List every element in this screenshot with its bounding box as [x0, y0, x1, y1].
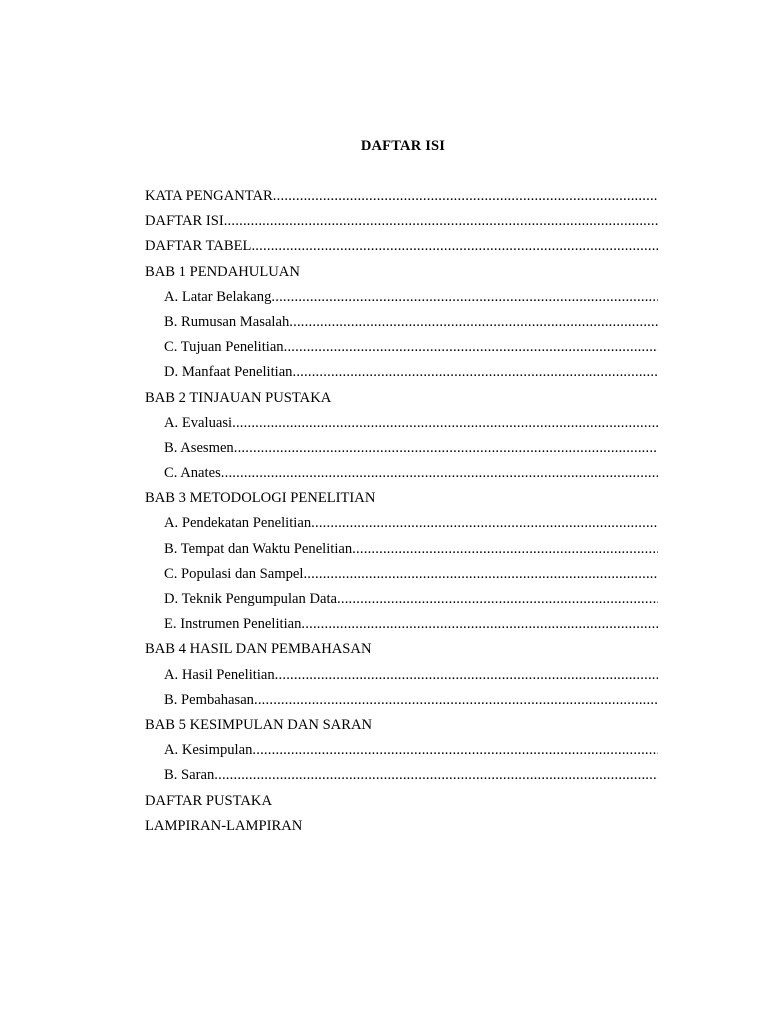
toc-entry [145, 713, 658, 738]
dot-leader [251, 234, 658, 259]
dot-leader [301, 612, 658, 637]
toc-entry-label: B. Tempat dan Waktu Penelitian [164, 540, 353, 557]
toc-entry-label: DAFTAR ISI [145, 213, 224, 230]
dot-leader [352, 537, 658, 562]
toc-entry-label: DAFTAR TABEL [145, 238, 252, 255]
toc-entry-label: A. Evaluasi [164, 414, 233, 431]
toc-entry-label: C. Tujuan Penelitian [164, 339, 284, 356]
toc-subentry [145, 587, 658, 612]
dot-leader [303, 562, 658, 587]
toc-entry-label: A. Latar Belakang [164, 288, 272, 305]
toc-entry-label: D. Manfaat Penelitian [164, 364, 293, 381]
toc-entry-label: LAMPIRAN-LAMPIRAN [145, 817, 303, 834]
toc-subentry [145, 285, 658, 310]
toc-subentry [145, 360, 658, 385]
toc-entry-label: E. Instrumen Penelitian [164, 616, 302, 633]
toc-entry-label: A. Hasil Penelitian [164, 666, 275, 683]
dot-leader [311, 511, 658, 536]
toc-subentry [145, 335, 658, 360]
dot-leader [234, 436, 658, 461]
toc-entry-label: B. Pembahasan [164, 691, 254, 708]
toc-entry [145, 637, 658, 662]
toc-subentry [145, 688, 658, 713]
dot-leader [284, 335, 658, 360]
toc-entry-label: B. Rumusan Masalah [164, 313, 290, 330]
dot-leader [214, 763, 658, 788]
toc-entry [145, 260, 658, 285]
toc-entry-label: A. Pendekatan Penelitian [164, 515, 312, 532]
dot-leader [224, 209, 658, 234]
toc-entry-label: BAB 1 PENDAHULUAN [145, 263, 300, 280]
dot-leader [292, 360, 658, 385]
toc-entry [145, 486, 658, 511]
dot-leader [273, 184, 658, 209]
toc-entry-label: C. Anates [164, 465, 221, 482]
toc-subentry [145, 537, 658, 562]
toc-subentry [145, 562, 658, 587]
toc-entry [145, 789, 658, 814]
toc-entry-label: KATA PENGANTAR [145, 188, 273, 204]
dot-leader [232, 411, 658, 436]
toc-entry [145, 386, 658, 411]
toc-subentry [145, 738, 658, 763]
toc-entry-label: BAB 4 HASIL DAN PEMBAHASAN [145, 641, 372, 658]
toc-entry [145, 209, 658, 234]
toc-entry-label: A. Kesimpulan [164, 742, 253, 759]
toc-entry-label: D. Teknik Pengumpulan Data [164, 591, 337, 607]
toc-entry [145, 184, 658, 209]
toc-entry-label: BAB 3 METODOLOGI PENELITIAN [145, 490, 376, 507]
toc-subentry [145, 663, 658, 688]
toc-subentry [145, 310, 658, 335]
toc-entry [145, 814, 658, 839]
toc-entry [145, 234, 658, 259]
toc-subentry [145, 436, 658, 461]
dot-leader [254, 688, 658, 713]
toc-subentry [145, 511, 658, 536]
page-title: DAFTAR ISI [360, 138, 446, 154]
toc-entry-label: B. Asesmen [164, 439, 234, 456]
toc-subentry [145, 461, 658, 486]
toc-subentry [145, 411, 658, 436]
dot-leader [252, 738, 658, 763]
toc-entry-label: BAB 5 KESIMPULAN DAN SARAN [145, 716, 373, 733]
table-of-contents [145, 184, 658, 839]
toc-entry-label: BAB 2 TINJAUAN PUSTAKA [145, 389, 332, 406]
toc-subentry [145, 612, 658, 637]
dot-leader [271, 285, 658, 310]
dot-leader [221, 461, 658, 486]
dot-leader [337, 587, 658, 612]
dot-leader [289, 310, 658, 335]
toc-entry-label: C. Populasi dan Sampel [164, 565, 304, 582]
toc-subentry [145, 763, 658, 788]
toc-entry-label: B. Saran [164, 767, 215, 784]
dot-leader [275, 663, 658, 688]
toc-entry-label: DAFTAR PUSTAKA [145, 792, 272, 809]
